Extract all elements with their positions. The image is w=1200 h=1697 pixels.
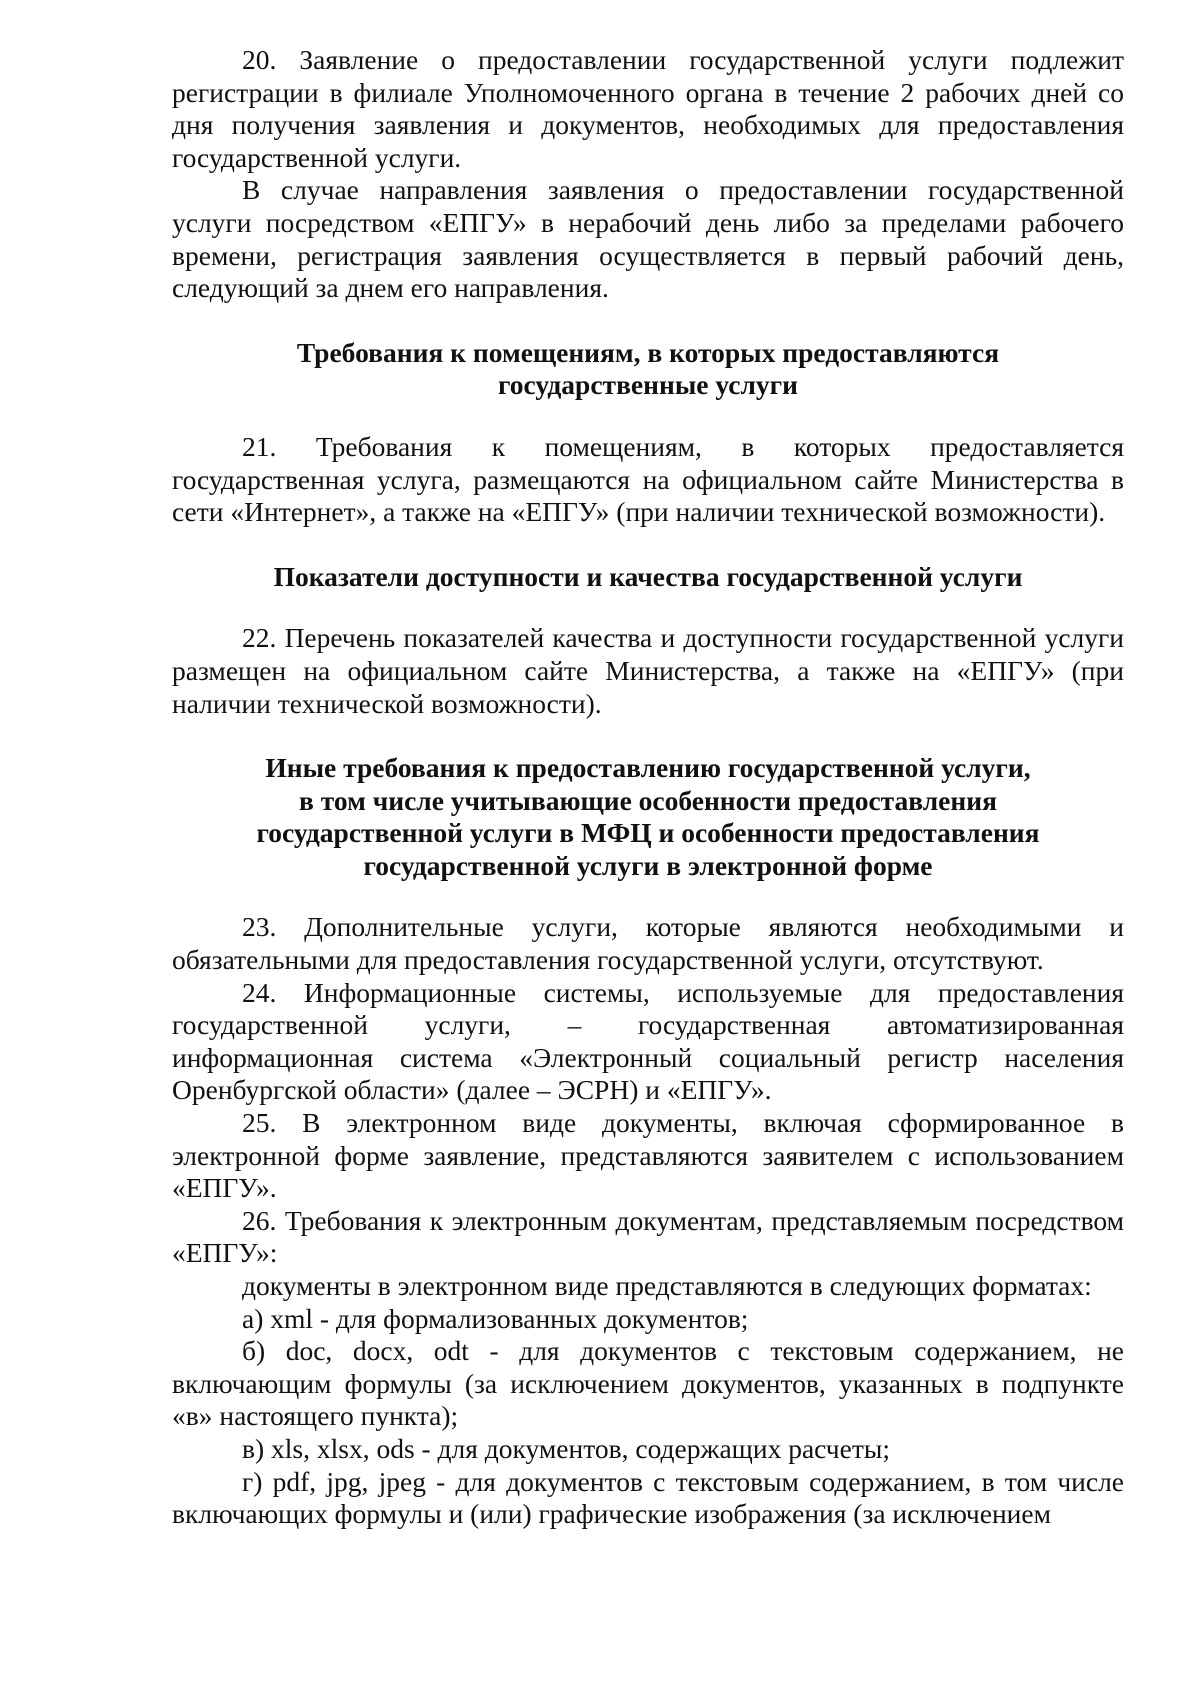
heading-line: в том числе учитывающие особенности предоставления bbox=[299, 784, 997, 816]
paragraph-23: 23. Дополнительные услуги, которые являются необходимыми и обязательными для предоставления государственной услуги, отсутствуют. bbox=[172, 911, 1124, 976]
document-page bbox=[172, 44, 1124, 1531]
heading-line: Показатели доступности и качества государственной услуги bbox=[273, 560, 1023, 592]
paragraph-25: 25. В электронном виде документы, включая сформированное в электронной форме заявление, представляются заявителем с использованием «ЕПГУ». bbox=[172, 1107, 1124, 1204]
paragraph-22: 22. Перечень показателей качества и доступности государственной услуги размещен на официальном сайте Министерства, а также на «ЕПГУ» (при наличии технической возможности). bbox=[172, 622, 1124, 719]
heading-line: государственной услуги в МФЦ и особенности предоставления bbox=[256, 817, 1040, 849]
heading-availability-indicators bbox=[172, 561, 1124, 594]
paragraph-24: 24. Информационные системы, используемые для предоставления государственной услуги, – государственная автоматизированная информационная система «Электронный социальный регистр населения Оренбургской области» (далее – ЭСРН) и «ЕПГУ». bbox=[172, 976, 1124, 1106]
list-item-b: б) doc, docx, odt - для документов с текстовым содержанием, не включающим формулы (за исключением документов, указанных в подпункте «в» настоящего пункта); bbox=[172, 1335, 1124, 1432]
paragraph-26-formats: документы в электронном виде представляются в следующих форматах: bbox=[242, 1270, 1092, 1301]
heading-line: государственные услуги bbox=[497, 369, 798, 401]
paragraph-20: 20. Заявление о предоставлении государственной услуги подлежит регистрации в филиале Уполномоченного органа в течение 2 рабочих дней со дня получения заявления и документов, необходимых для предоставления государственной услуги. bbox=[172, 44, 1124, 173]
list-item-g: г) pdf, jpg, jpeg - для документов с текстовым содержанием, в том числе включающих формулы и (или) графические изображения (за исключением bbox=[172, 1465, 1124, 1530]
list-item-v: в) xls, xlsx, ods - для документов, содержащих расчеты; bbox=[242, 1432, 890, 1464]
list-item-a: а) xml - для формализованных документов; bbox=[242, 1302, 749, 1334]
heading-line: государственной услуги в электронной форме bbox=[363, 849, 933, 881]
heading-other-requirements bbox=[172, 752, 1124, 882]
heading-line: Иные требования к предоставлению государственной услуги, bbox=[265, 752, 1031, 784]
paragraph-20-continued: В случае направления заявления о предоставлении государственной услуги посредством «ЕПГУ» в нерабочий день либо за пределами рабочего времени, регистрация заявления осуществляется в первый рабочий день, следующий за днем его направления. bbox=[172, 174, 1124, 304]
paragraph-21: 21. Требования к помещениям, в которых предоставляется государственная услуга, размещаются на официальном сайте Министерства в сети «Интернет», а также на «ЕПГУ» (при наличии технической возможности). bbox=[172, 430, 1124, 528]
heading-line: Требования к помещениям, в которых предоставляются bbox=[296, 336, 1000, 368]
heading-premises-requirements bbox=[172, 337, 1124, 402]
paragraph-26: 26. Требования к электронным документам, представляемым посредством «ЕПГУ»: bbox=[172, 1204, 1124, 1269]
